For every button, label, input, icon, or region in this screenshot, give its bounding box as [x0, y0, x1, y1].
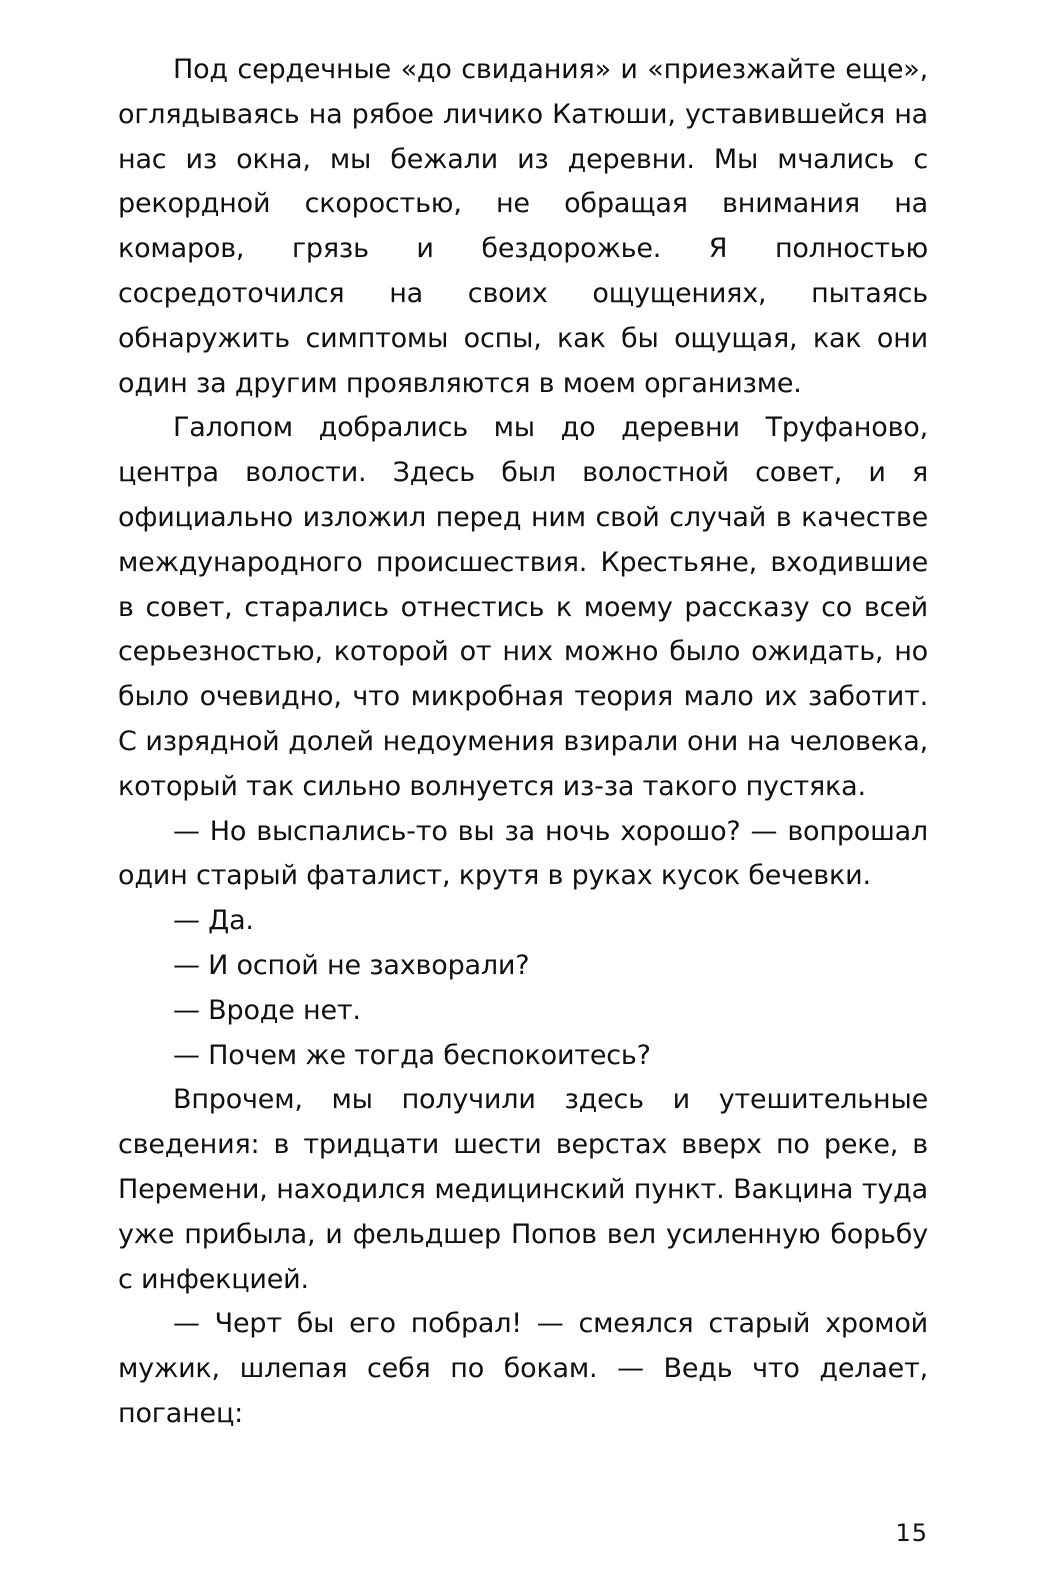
dialogue-line: — Да.	[173, 905, 254, 937]
dialogue-line: — Вроде нет.	[173, 994, 361, 1026]
paragraph: Галопом добрались мы до деревни Труфаново, центра волости. Здесь был волостной совет, и я официально изложил перед ним свой случай в качестве международного происшествия. Крестьяне, входившие в совет, старались отнестись к моему рассказу со всей серьезностью, которой от них можно было ожидать, но было очевидно, что микробная теория мало их заботит. С изрядной долей недоумения взирали они на человека, который так сильно волнуется из-за такого пустяка.	[118, 412, 928, 802]
paragraph: Впрочем, мы получили здесь и утешительные сведения: в тридцати шести верстах вверх по реке, в Перемени, находился медицинский пункт. Вакцина туда уже прибыла, и фельдшер Попов вел усиленную борьбу с инфекцией.	[118, 1084, 928, 1295]
page-number: 15	[895, 1519, 928, 1547]
dialogue-line: — Но выспались-то вы за ночь хорошо? — вопрошал один старый фаталист, крутя в руках кусок бечевки.	[118, 815, 928, 892]
dialogue-line: — Почем же тогда беспокоитесь?	[173, 1039, 651, 1071]
page-body	[118, 48, 928, 1437]
dialogue-line: — И оспой не захворали?	[173, 949, 530, 981]
dialogue-line: — Черт бы его побрал! — смеялся старый хромой мужик, шлепая себя по бокам. — Ведь что делает, поганец:	[118, 1308, 928, 1429]
paragraph: Под сердечные «до свидания» и «приезжайте еще», оглядываясь на рябое личико Катюши, уставившейся на нас из окна, мы бежали из деревни. Мы мчались с рекордной скоростью, не обращая внимания на комаров, грязь и бездорожье. Я полностью сосредоточился на своих ощущениях, пытаясь обнаружить симптомы оспы, как бы ощущая, как они один за другим проявляются в моем организме.	[118, 54, 928, 399]
